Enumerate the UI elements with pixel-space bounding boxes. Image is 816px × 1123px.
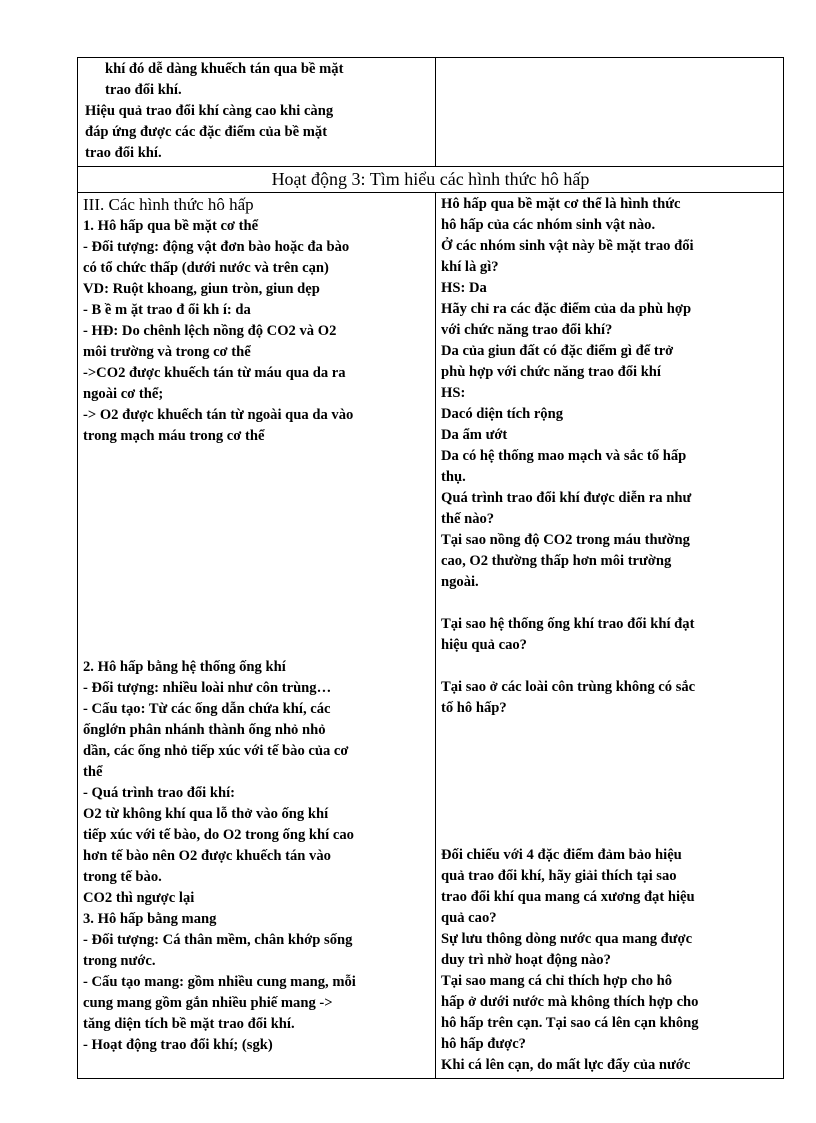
text-line: - B ề m ặt trao đ ổi kh í: da [83, 302, 251, 318]
top-row [78, 58, 784, 167]
text-line: duy trì nhờ hoạt động nào? [441, 952, 611, 968]
text-line: Da ẩm ướt [441, 427, 508, 443]
text-line: có tổ chức thấp (dưới nước và trên cạn) [83, 260, 329, 276]
text-line: Tại sao nồng độ CO2 trong máu thường [441, 532, 690, 548]
text-line: VD: Ruột khoang, giun tròn, giun dẹp [83, 281, 320, 297]
text-line: tố hô hấp? [441, 700, 507, 716]
text-line: Quá trình trao đổi khí được diễn ra như [441, 490, 692, 506]
text-line: Ở các nhóm sinh vật này bề mặt trao đổi [441, 238, 694, 254]
text-line: hấp ở dưới nước mà không thích hợp cho [441, 994, 699, 1010]
top-left-cell [78, 58, 436, 167]
text-line: trong nước. [83, 953, 156, 969]
text-line: tăng diện tích bề mặt trao đổi khí. [83, 1016, 295, 1032]
activity-header: Hoạt động 3: Tìm hiểu các hình thức hô hấp [78, 167, 784, 193]
text-line: hô hấp trên cạn. Tại sao cá lên cạn không [441, 1015, 699, 1031]
text-line: khí đó dễ dàng khuếch tán qua bề mặt [105, 61, 344, 77]
text-line: - Quá trình trao đổi khí: [83, 785, 236, 801]
text-line: Da có hệ thống mao mạch và sắc tố hấp [441, 448, 687, 464]
text-line: trao đổi khí. [85, 145, 162, 161]
subsection-heading: 3. Hô hấp bằng mang [83, 911, 217, 927]
text-line: Sự lưu thông dòng nước qua mang được [441, 931, 693, 947]
teacher-content-cell [78, 193, 436, 1079]
text-line: - Cấu tạo mang: gồm nhiều cung mang, mỗi [83, 974, 356, 990]
text-line: với chức năng trao đổi khí? [441, 322, 613, 338]
section-title: III. Các hình thức hô hấp [83, 195, 254, 214]
text-line: quả trao đổi khí, hãy giải thích tại sao [441, 868, 677, 884]
student-question-cell [436, 193, 784, 1079]
subsection-heading: 1. Hô hấp qua bề mặt cơ thể [83, 218, 259, 234]
text-line: ngoài cơ thể; [83, 386, 164, 402]
text-line: - Đối tượng: nhiều loài như côn trùng… [83, 680, 332, 696]
text-line: môi trường và trong cơ thể [83, 344, 251, 360]
text-line: Tại sao mang cá chỉ thích hợp cho hô [441, 973, 673, 989]
text-line: Hãy chỉ ra các đặc điểm của da phù hợp [441, 301, 692, 317]
text-line: - Cấu tạo: Từ các ống dẫn chứa khí, các [83, 701, 331, 717]
content-row [78, 193, 784, 1079]
text-line: ốnglớn phân nhánh thành ống nhỏ nhỏ [83, 722, 326, 738]
text-line: quả cao? [441, 910, 497, 926]
text-line: O2 từ không khí qua lỗ thở vào ống khí [83, 806, 329, 822]
text-line: - HĐ: Do chênh lệch nồng độ CO2 và O2 [83, 323, 337, 339]
text-line: hơn tế bào nên O2 được khuếch tán vào [83, 848, 331, 864]
text-line: Hô hấp qua bề mặt cơ thể là hình thức [441, 196, 681, 212]
text-line: khí là gì? [441, 259, 499, 275]
text-line: dần, các ống nhỏ tiếp xúc với tế bào của cơ [83, 743, 349, 759]
text-line: cung mang gồm gắn nhiều phiế mang -> [83, 995, 333, 1011]
text-line: trao đổi khí. [105, 82, 182, 98]
text-line: trong tế bào. [83, 869, 162, 885]
activity-header-row [78, 167, 784, 193]
text-line: Khi cá lên cạn, do mất lực đẩy của nước [441, 1057, 691, 1073]
text-line: hô hấp được? [441, 1036, 526, 1052]
top-right-cell [436, 58, 784, 167]
text-line: - Hoạt động trao đổi khí; (sgk) [83, 1037, 273, 1053]
text-line: tiếp xúc với tế bào, do O2 trong ống khí cao [83, 827, 354, 843]
text-line: ngoài. [441, 574, 479, 590]
text-line: Hiệu quả trao đổi khí càng cao khi càng [85, 103, 334, 119]
text-line: HS: [441, 385, 466, 401]
text-line: phù hợp với chức năng trao đổi khí [441, 364, 661, 380]
text-line: hô hấp của các nhóm sinh vật nào. [441, 217, 656, 233]
text-line: thế nào? [441, 511, 495, 527]
text-line: Da của giun đất có đặc điểm gì để trở [441, 343, 674, 359]
text-line: HS: Da [441, 280, 487, 296]
text-line: trong mạch máu trong cơ thể [83, 428, 265, 444]
subsection-heading: 2. Hô hấp bằng hệ thống ống khí [83, 659, 286, 675]
text-line: Tại sao ở các loài côn trùng không có sắc [441, 679, 696, 695]
document-page [77, 57, 783, 1079]
text-line: cao, O2 thường thấp hơn môi trường [441, 553, 672, 569]
text-line: - Đối tượng: động vật đơn bào hoặc đa bào [83, 239, 350, 255]
text-line: đáp ứng được các đặc điểm của bề mặt [85, 124, 328, 140]
text-line: hiệu quả cao? [441, 637, 527, 653]
text-line: trao đổi khí qua mang cá xương đạt hiệu [441, 889, 695, 905]
text-line: CO2 thì ngược lại [83, 890, 195, 906]
text-line: Dacó diện tích rộng [441, 406, 564, 422]
text-line: ->CO2 được khuếch tán từ máu qua da ra [83, 365, 346, 381]
text-line: Đối chiếu với 4 đặc điểm đảm bảo hiệu [441, 847, 682, 863]
text-line: thể [83, 764, 103, 780]
text-line: -> O2 được khuếch tán từ ngoài qua da vào [83, 407, 354, 423]
text-line: - Đối tượng: Cá thân mềm, chân khớp sống [83, 932, 353, 948]
lesson-table [77, 57, 784, 1079]
text-line: thụ. [441, 469, 466, 485]
text-line: Tại sao hệ thống ống khí trao đổi khí đạt [441, 616, 695, 632]
